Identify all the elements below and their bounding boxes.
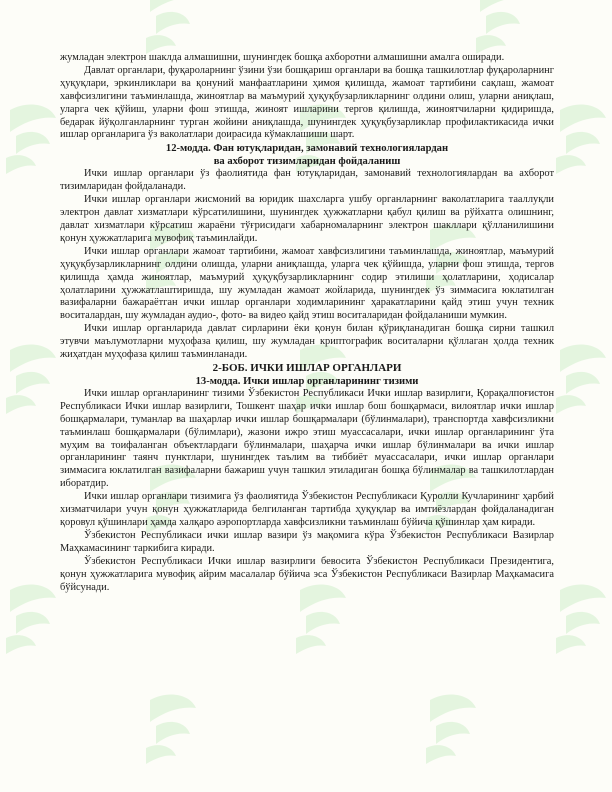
paragraph: Ички ишлар органлари ўз фаолиятида фан ютуқларидан, замонавий технологиялардан ва ахборот тизимларидан фойдаланади. bbox=[60, 168, 554, 193]
section-heading: 2-БОБ. ИЧКИ ИШЛАР ОРГАНЛАРИ bbox=[212, 361, 402, 374]
section-heading: 13-модда. Ички ишлар органларининг тизими bbox=[195, 375, 419, 387]
paragraph: Ўзбекистон Республикаси ички ишлар вазири ўз мақомига кўра Ўзбекистон Республикаси Вазирлар Маҳкамасининг таркибига киради. bbox=[60, 529, 554, 554]
paragraph: Ички ишлар органларининг тизими Ўзбекистон Республикаси Ички ишлар вазирлиги, Қорақалпоғистон Республикаси Ички ишлар вазирлиги, Тошкент шаҳар ички ишлар бош бошқармаси, вилоятлар ички ишлар бошқармалари, туманлар ва шаҳарлар ички ишлар бошқармалари (бўлинмалари), транспортда хавфсизликни таъминлаш бошқармалари (бўлимлари), жазони ижро этиш муассасалари, ички ишлар органларининг ўта муҳим ва тоифаланган объектлардаги бўлинмалари, шаҳарча ички ишлар бўлинмалари ва ички ишлар органларининг таянч пунктлари, шунингдек таълим ва тиббиёт муассасалари, ички ишлар органлари зиммасига юклатилган вазифаларни бажариш учун ташкил этиладиган бошқа бўлинмалар ва ташкилотлардан иборатдир. bbox=[60, 387, 554, 490]
paragraph: Ички ишлар органлари жамоат тартибини, жамоат хавфсизлигини таъминлашда, жиноятлар, маъмурий ҳуқуқбузарликларнинг олдини олишда, уларни аниқлашда, уларга чек қўйишда, уларни фош этишда, тергов қилишда ҳамда жиноятлар, маъмурий ҳуқуқбузарликларнинг содир этилиши ҳолатларини, ҳодисалар ҳолатларини ҳужжатлаштиришда, шу жумладан жамоат жойларида, шунингдек ўз зиммасига юклатилган вазифаларни бажараётган ички ишлар органлари ходимларининг ҳаракатларини қайд этиш учун техник воситалардан, шу жумладан аудио-, фото- ва видео қайд этиш воситаларидан фойдаланиши мумкин. bbox=[60, 245, 554, 322]
paragraph: Ички ишлар органларида давлат сирларини ёки қонун билан қўриқланадиган бошқа сирни ташкил этувчи маълумотларни муҳофаза қилиш, шу жумладан криптографик воситаларни қўллаган ҳолда техник жиҳатдан муҳофаза қилиш таъминланади. bbox=[60, 323, 554, 361]
section-heading: ва ахборот тизимларидан фойдаланиш bbox=[213, 156, 401, 168]
paragraph: Ўзбекистон Республикаси Ички ишлар вазирлиги бевосита Ўзбекистон Республикаси Президентига, қонун ҳужжатларига мувофиқ айрим масалалар бўйича эса Ўзбекистон Республикаси Вазирлар Маҳкамасига бўйсунади. bbox=[60, 555, 554, 593]
document-body bbox=[60, 52, 554, 594]
paragraph: Давлат органлари, фуқароларнинг ўзини ўзи бошқариш органлари ва бошқа ташкилотлар фуқароларнинг ҳуқуқлари, эркинликлари ва қонуний манфаатларини ҳимоя қилишда, жамоат тартибини сақлаш, жамоат хавфсизлигини таъминлашда, жиноятлар ва маъмурий ҳуқуқбузарликларнинг олдини олиш, уларни аниқлаш, уларга чек қўйиш, уларни фош этишда, жиноят ишларини тергов қилишда, жиноятчиларни қидиришда, бедарак йўқолганларнинг турган жойини аниқлашда, шунингдек ҳуқуқбузарликлар профилактикасида ички ишлар органларига ўз ваколатлари доирасида кўмаклашиши шарт. bbox=[60, 64, 554, 141]
section-heading: 12-модда. Фан ютуқларидан, замонавий технологиялардан bbox=[165, 143, 449, 155]
paragraph: Ички ишлар органлари тизимига ўз фаолиятида Ўзбекистон Республикаси Қуролли Кучларининг ҳарбий хизматчилари учун қонун ҳужжатларида белгиланган тартибда ҳуқуқлар ва имтиёзлардан фойдаланадиган қоровул қўшинлари ҳамда халқаро аэропортларда хавфсизликни таъминлаш бўйича қўшинлар ҳам киради. bbox=[60, 491, 554, 528]
paragraph: жумладан электрон шаклда алмашишни, шунингдек бошқа ахборотни алмашишни амалга оширади. bbox=[60, 52, 505, 63]
paragraph: Ички ишлар органлари жисмоний ва юридик шахсларга ушбу органларнинг ваколатларига тааллуқли электрон давлат хизматлари кўрсатилишини, шунингдек ҳужжатларни қабул қилиш ва рўйхатга олишнинг, давлат хизматлари кўрсатиш жараёни тўғрисидаги хабарномаларнинг электрон шакллари қўлланилишини қонун ҳужжатларига мувофиқ таъминлайди. bbox=[60, 194, 554, 244]
